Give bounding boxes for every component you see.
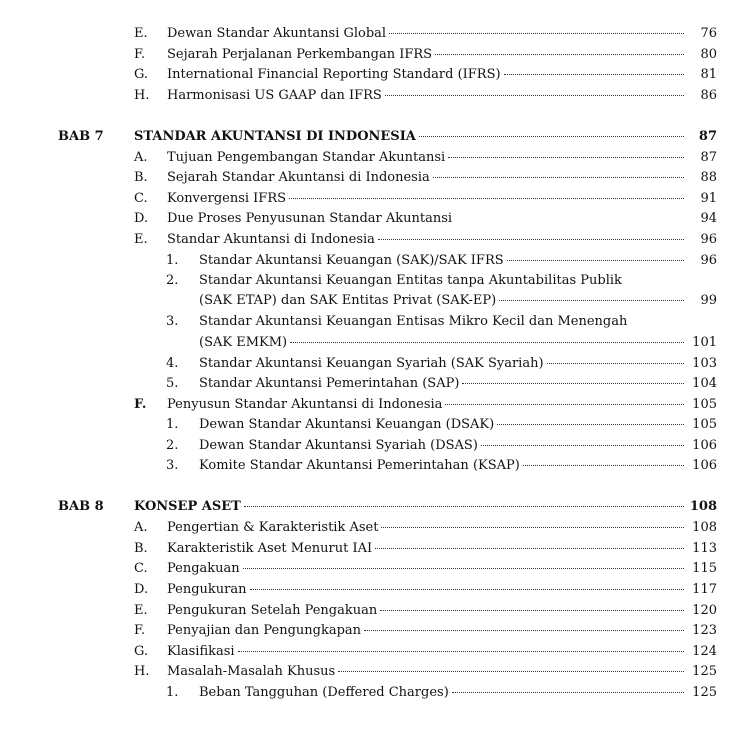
toc-row[interactable] (0, 456, 733, 476)
toc-page: 88 (700, 170, 717, 185)
dot-leader (381, 515, 684, 528)
toc-page: 123 (692, 623, 717, 638)
toc-entry (134, 497, 717, 517)
toc-page: 106 (692, 438, 717, 453)
toc-letter: D. (134, 211, 149, 226)
dot-leader (290, 330, 684, 343)
toc-title: Tujuan Pengembangan Standar Akuntansi (167, 150, 446, 165)
toc-page: 81 (700, 67, 717, 82)
toc-title: Karakteristik Aset Menurut IAI (167, 541, 373, 556)
toc-number: 4. (166, 356, 179, 371)
dot-leader (504, 62, 684, 75)
toc-page: 105 (692, 417, 717, 432)
toc-row[interactable] (0, 168, 733, 188)
toc-row[interactable] (0, 209, 733, 229)
toc-page: 86 (700, 88, 717, 103)
toc-row[interactable] (0, 24, 733, 44)
toc-letter: F. (134, 623, 146, 638)
toc-row[interactable] (0, 333, 733, 353)
toc-row[interactable] (0, 559, 733, 579)
toc-title: Pengukuran (167, 582, 247, 597)
toc-title-line2: (SAK ETAP) dan SAK Entitas Privat (SAK-EP) (199, 293, 497, 308)
toc-title: Sejarah Standar Akuntansi di Indonesia (167, 170, 430, 185)
toc-number: 2. (166, 273, 179, 288)
toc-title: Standar Akuntansi Keuangan Syariah (SAK Syariah) (199, 356, 544, 371)
chapter-label: BAB 7 (58, 129, 104, 144)
toc-row[interactable] (0, 683, 733, 703)
toc-title: Klasifikasi (167, 644, 235, 659)
dot-leader (238, 639, 684, 652)
toc-row[interactable] (0, 374, 733, 394)
toc-page: 124 (692, 644, 717, 659)
toc-title: Penyusun Standar Akuntansi di Indonesia (167, 397, 443, 412)
dot-leader (389, 21, 684, 34)
toc-title: Komite Standar Akuntansi Pemerintahan (KSAP) (199, 458, 520, 473)
toc-title: International Financial Reporting Standard (IFRS) (167, 67, 501, 82)
toc-letter: A. (134, 520, 148, 535)
toc-page: 87 (698, 129, 717, 144)
dot-leader (250, 577, 684, 590)
dot-leader (507, 248, 684, 261)
toc-title: Beban Tangguhan (Deffered Charges) (199, 685, 449, 700)
toc-title: Dewan Standar Akuntansi Syariah (DSAS) (199, 438, 478, 453)
toc-title-line1: Standar Akuntansi Keuangan Entitas tanpa Akuntabilitas Publik (199, 273, 622, 288)
toc-entry (167, 559, 717, 579)
toc-letter: D. (134, 582, 149, 597)
toc-row[interactable] (0, 621, 733, 641)
chapter-title: KONSEP ASET (134, 499, 241, 514)
toc-page: 108 (689, 499, 717, 514)
dot-leader (547, 351, 684, 364)
toc-page: 125 (692, 685, 717, 700)
toc-entry (199, 251, 717, 271)
toc-number: 5. (166, 376, 179, 391)
dot-leader (433, 165, 684, 178)
toc-entry (167, 24, 717, 44)
toc-letter: B. (134, 170, 148, 185)
toc-entry (199, 374, 717, 394)
toc-entry (167, 86, 717, 106)
toc-page: 91 (700, 191, 717, 206)
toc-number: 3. (166, 458, 179, 473)
dot-leader (244, 494, 684, 507)
toc-page: 104 (692, 376, 717, 391)
toc-row[interactable] (0, 230, 733, 250)
toc-row[interactable] (0, 189, 733, 209)
dot-leader (445, 392, 684, 405)
toc-entry (167, 621, 717, 641)
toc-entry (199, 683, 717, 703)
dot-leader (243, 556, 684, 569)
toc-row[interactable] (0, 518, 733, 538)
toc-letter: G. (134, 67, 149, 82)
toc-title: Sejarah Perjalanan Perkembangan IFRS (167, 47, 433, 62)
toc-entry (134, 127, 717, 147)
toc-letter: E. (134, 232, 148, 247)
dot-leader (385, 83, 684, 96)
toc-page: 120 (692, 603, 717, 618)
toc-title: Standar Akuntansi Keuangan (SAK)/SAK IFRS (199, 253, 504, 268)
dot-leader (452, 680, 684, 693)
dot-leader (497, 412, 684, 425)
toc-title: Dewan Standar Akuntansi Keuangan (DSAK) (199, 417, 495, 432)
toc-title: Masalah-Masalah Khusus (167, 664, 336, 679)
toc-page: 76 (700, 26, 717, 41)
dot-leader (448, 145, 684, 158)
toc-page: 117 (692, 582, 717, 597)
toc-title: Pengakuan (167, 561, 240, 576)
toc-letter: E. (134, 603, 148, 618)
toc-page: 113 (692, 541, 717, 556)
toc-row[interactable] (0, 580, 733, 600)
toc-page: 105 (692, 397, 717, 412)
toc-letter: B. (134, 541, 148, 556)
dot-leader (499, 288, 684, 301)
toc-entry (199, 333, 717, 353)
toc-title: Dewan Standar Akuntansi Global (167, 26, 387, 41)
toc-entry (199, 456, 717, 476)
toc-letter: F. (134, 47, 146, 62)
toc-title: Penyajian dan Pengungkapan (167, 623, 362, 638)
toc-entry (167, 65, 717, 85)
toc-title: Standar Akuntansi di Indonesia (167, 232, 375, 247)
toc-letter: H. (134, 664, 150, 679)
toc-title: Harmonisasi US GAAP dan IFRS (167, 88, 382, 103)
toc-page: 80 (700, 47, 717, 62)
toc-title: Konvergensi IFRS (167, 191, 287, 206)
toc-page: 108 (692, 520, 717, 535)
dot-leader (462, 371, 684, 384)
toc-row[interactable] (0, 291, 733, 311)
toc-title: Standar Akuntansi Pemerintahan (SAP) (199, 376, 460, 391)
toc-entry (167, 168, 717, 188)
toc-page: 96 (700, 253, 717, 268)
toc-page: 99 (700, 293, 717, 308)
dot-leader (375, 536, 684, 549)
dot-leader (523, 453, 684, 466)
toc-row[interactable] (0, 86, 733, 106)
toc-number: 1. (166, 417, 179, 432)
toc-row[interactable] (0, 312, 733, 332)
dot-leader (435, 42, 684, 55)
toc-page: 106 (692, 458, 717, 473)
toc-page: 125 (692, 664, 717, 679)
toc-number: 2. (166, 438, 179, 453)
toc-number: 3. (166, 314, 179, 329)
toc-letter: A. (134, 150, 148, 165)
toc-letter: F. (134, 397, 147, 412)
toc-entry (167, 230, 717, 250)
dot-leader (338, 659, 684, 672)
toc-letter: G. (134, 644, 149, 659)
toc-row[interactable] (0, 65, 733, 85)
chapter-title: STANDAR AKUNTANSI DI INDONESIA (134, 129, 416, 144)
dot-leader (380, 598, 684, 611)
toc-entry (167, 189, 717, 209)
toc-entry (199, 415, 717, 435)
toc-row[interactable] (0, 251, 733, 271)
toc-entry (167, 209, 717, 229)
toc-entry (167, 518, 717, 538)
dot-leader (289, 186, 684, 199)
toc-entry (167, 662, 717, 682)
toc-page: 96 (700, 232, 717, 247)
toc-page: 87 (700, 150, 717, 165)
toc-page: 94 (700, 211, 717, 226)
toc-entry (199, 291, 717, 311)
toc-letter: H. (134, 88, 150, 103)
toc-page: 101 (692, 335, 717, 350)
dot-leader (419, 124, 684, 137)
toc-title: Pengukuran Setelah Pengakuan (167, 603, 378, 618)
dot-leader (481, 433, 684, 446)
toc-title: Due Proses Penyusunan Standar Akuntansi (167, 211, 453, 226)
toc-page: 103 (692, 356, 717, 371)
toc-title-line1: Standar Akuntansi Keuangan Entisas Mikro Kecil dan Menengah (199, 314, 628, 329)
toc-row[interactable] (0, 662, 733, 682)
toc-number: 1. (166, 253, 179, 268)
toc-letter: E. (134, 26, 148, 41)
dot-leader (364, 618, 684, 631)
toc-entry (167, 580, 717, 600)
toc-number: 1. (166, 685, 179, 700)
chapter-heading[interactable] (0, 127, 733, 147)
toc-title-line2: (SAK EMKM) (199, 335, 288, 350)
chapter-label: BAB 8 (58, 499, 104, 514)
chapter-heading[interactable] (0, 497, 733, 517)
toc-page: 115 (692, 561, 717, 576)
toc-letter: C. (134, 191, 148, 206)
dot-leader (378, 227, 684, 240)
toc-row[interactable] (0, 415, 733, 435)
toc-letter: C. (134, 561, 148, 576)
toc-title: Pengertian & Karakteristik Aset (167, 520, 379, 535)
